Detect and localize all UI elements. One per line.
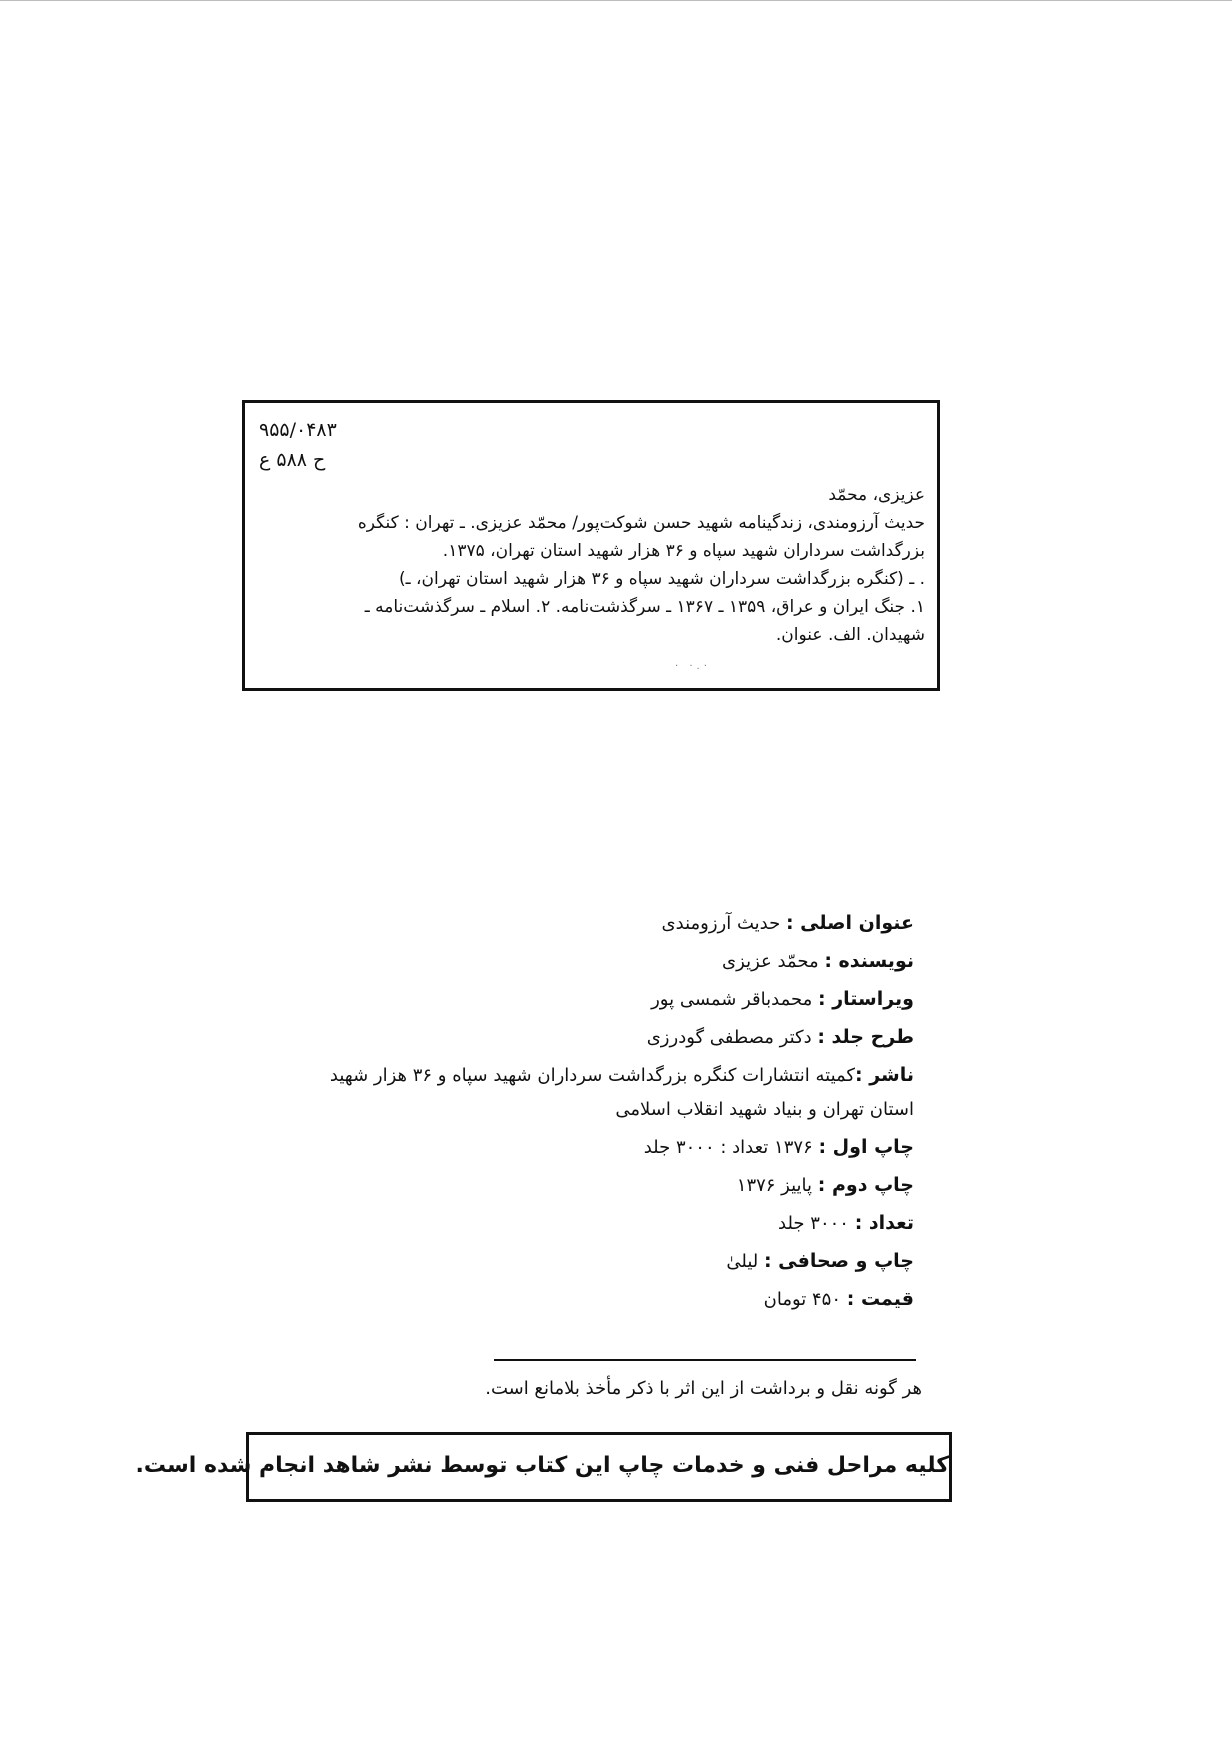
info-author-label: نویسنده : bbox=[824, 950, 914, 972]
catalog-entry bbox=[235, 481, 925, 649]
info-publisher-label: ناشر : bbox=[855, 1064, 914, 1086]
info-count-row bbox=[284, 1210, 914, 1237]
info-editor-row bbox=[284, 986, 914, 1013]
catalog-author-line: عزیزی، محمّد bbox=[828, 485, 925, 505]
catalog-imprint-line: بزرگداشت سرداران شهید سپاه و ۳۶ هزار شهید استان تهران، ۱۳۷۵. bbox=[442, 541, 925, 561]
info-title-row bbox=[284, 910, 914, 937]
info-author-row bbox=[284, 948, 914, 975]
info-second-print-row bbox=[284, 1172, 914, 1199]
info-publisher-value-2: استان تهران و بنیاد شهید انقلاب اسلامی bbox=[615, 1099, 914, 1120]
info-editor-label: ویراستار : bbox=[817, 988, 914, 1010]
info-publisher-value: کمیته انتشارات کنگره بزرگداشت سرداران شهید سپاه و ۳۶ هزار شهید bbox=[329, 1065, 855, 1086]
separator-rule bbox=[494, 1359, 916, 1361]
info-cover-label: طرح جلد : bbox=[817, 1026, 914, 1048]
info-printing-label: چاپ و صحافی : bbox=[763, 1250, 914, 1272]
info-first-print-label: چاپ اول : bbox=[818, 1136, 914, 1158]
catalog-subjects-line: ۱. جنگ ایران و عراق، ۱۳۵۹ ـ ۱۳۶۷ ـ سرگذشت‌نامه. ۲. اسلام ـ سرگذشت‌نامه ـ bbox=[364, 597, 925, 617]
top-edge-rule bbox=[0, 0, 1232, 1]
info-count-label: تعداد : bbox=[854, 1212, 914, 1234]
info-printing-row bbox=[284, 1248, 914, 1275]
book-info bbox=[284, 910, 914, 1324]
info-title-label: عنوان اصلی : bbox=[785, 912, 914, 934]
catalog-title-line: حدیث آرزومندی، زندگینامه شهید حسن شوکت‌پور/ محمّد عزیزی. ـ تهران : کنگره bbox=[357, 513, 925, 533]
scan-speckle: · ·.· bbox=[675, 661, 711, 672]
info-title-value: حدیث آرزومندی bbox=[661, 913, 786, 934]
info-first-print-value: ۱۳۷۶ تعداد : ۳۰۰۰ جلد bbox=[643, 1137, 819, 1158]
info-second-print-label: چاپ دوم : bbox=[817, 1174, 914, 1196]
catalog-subjects-line-2: شهیدان. الف. عنوان. bbox=[775, 625, 925, 645]
info-cover-value: دکتر مصطفی گودرزی bbox=[646, 1027, 818, 1048]
info-author-value: محمّد عزیزی bbox=[722, 951, 825, 972]
info-first-print-row bbox=[284, 1134, 914, 1161]
info-price-value: ۴۵۰ تومان bbox=[763, 1289, 847, 1310]
info-editor-value: محمدباقر شمسی پور bbox=[651, 989, 818, 1010]
info-second-print-value: پاییز ۱۳۷۶ bbox=[736, 1175, 818, 1196]
services-notice: کلیه مراحل فنی و خدمات چاپ این کتاب توسط نشر شاهد انجام شده است. bbox=[246, 1432, 952, 1502]
info-cover-row bbox=[284, 1024, 914, 1051]
catalog-card bbox=[242, 400, 940, 691]
cutter-number: ح ۵۸۸ ع bbox=[259, 449, 326, 471]
class-number: ۹۵۵/۰۴۸۳ bbox=[259, 419, 337, 441]
copyright-note: هر گونه نقل و برداشت از این اثر با ذکر مأخذ بلامانع است. bbox=[485, 1378, 922, 1399]
info-printing-value: لیلیٰ bbox=[726, 1251, 764, 1272]
catalog-series-line: . ـ (کنگره بزرگداشت سرداران شهید سپاه و ۳۶ هزار شهید استان تهران، ـ) bbox=[399, 569, 925, 589]
info-publisher-row-2 bbox=[284, 1097, 914, 1123]
info-price-row bbox=[284, 1286, 914, 1313]
info-publisher-row bbox=[284, 1062, 914, 1089]
info-count-value: ۳۰۰۰ جلد bbox=[778, 1213, 855, 1234]
info-price-label: قیمت : bbox=[846, 1288, 914, 1310]
